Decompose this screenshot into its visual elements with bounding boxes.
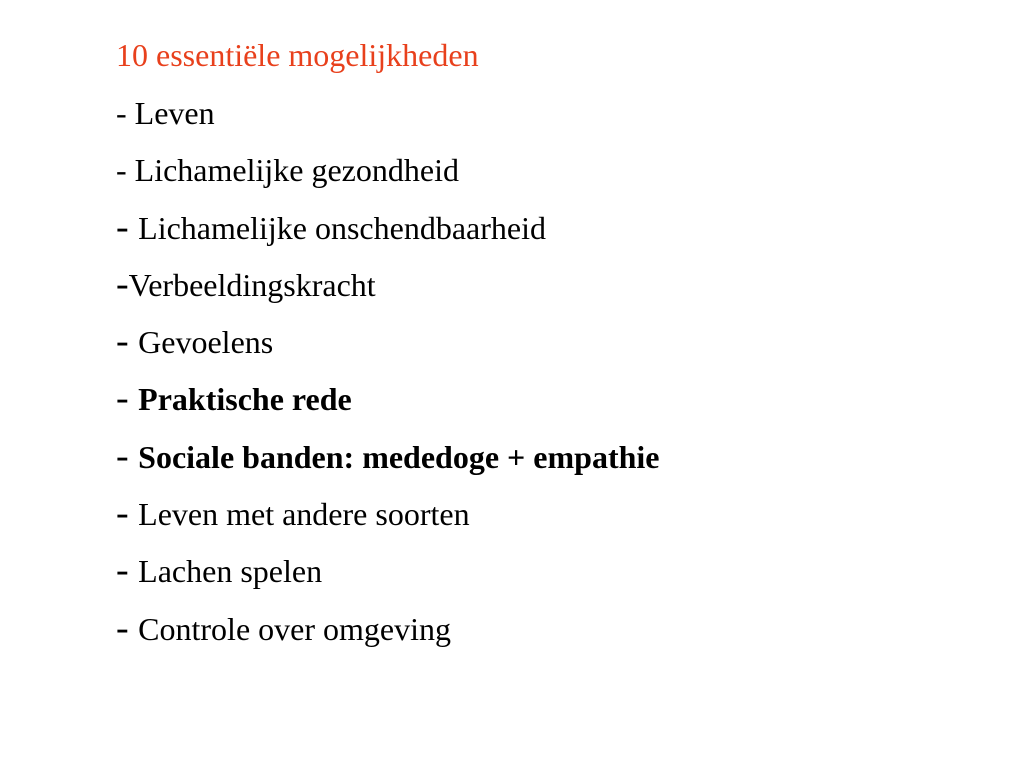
list-item-praktische-rede xyxy=(116,377,352,420)
bullet-dash: - xyxy=(116,377,139,419)
list-item-gevoelens xyxy=(116,320,273,363)
list-item-controle-over-omgeving xyxy=(116,607,451,650)
bullet-dash: - xyxy=(116,607,139,649)
bullet-dash: - xyxy=(116,320,139,362)
list-item-lichamelijke-gezondheid xyxy=(116,149,459,191)
list-item-text: Praktische rede xyxy=(138,381,352,417)
list-item-text: Controle over omgeving xyxy=(138,611,451,647)
bullet-dash: - xyxy=(116,492,139,534)
list-item-lichamelijke-onschendbaarheid xyxy=(116,206,546,249)
list-item-leven-met-andere-soorten xyxy=(116,492,470,535)
bullet-dash: - xyxy=(116,95,135,131)
list-item-text: Lachen spelen xyxy=(138,553,323,589)
list-item-text: Leven xyxy=(134,95,215,131)
list-item-text: Lichamelijke gezondheid xyxy=(134,152,459,188)
list-item-leven xyxy=(116,92,215,134)
bullet-dash: - xyxy=(116,263,129,305)
list-item-verbeeldingskracht xyxy=(116,263,376,306)
list-item-text: Verbeeldingskracht xyxy=(128,267,376,303)
list-item-sociale-banden xyxy=(116,435,659,478)
list-item-text: Lichamelijke onschendbaarheid xyxy=(138,210,546,246)
list-item-lachen-spelen xyxy=(116,549,322,592)
slide-title: 10 essentiële mogelijkheden xyxy=(116,37,479,73)
bullet-dash: - xyxy=(116,152,135,188)
list-item-text: Leven met andere soorten xyxy=(138,496,470,532)
bullet-dash: - xyxy=(116,435,139,477)
list-item-text: Gevoelens xyxy=(138,324,274,360)
list-item-text: Sociale banden: mededoge + empathie xyxy=(138,439,660,475)
bullet-dash: - xyxy=(116,549,139,591)
bullet-dash: - xyxy=(116,206,139,248)
